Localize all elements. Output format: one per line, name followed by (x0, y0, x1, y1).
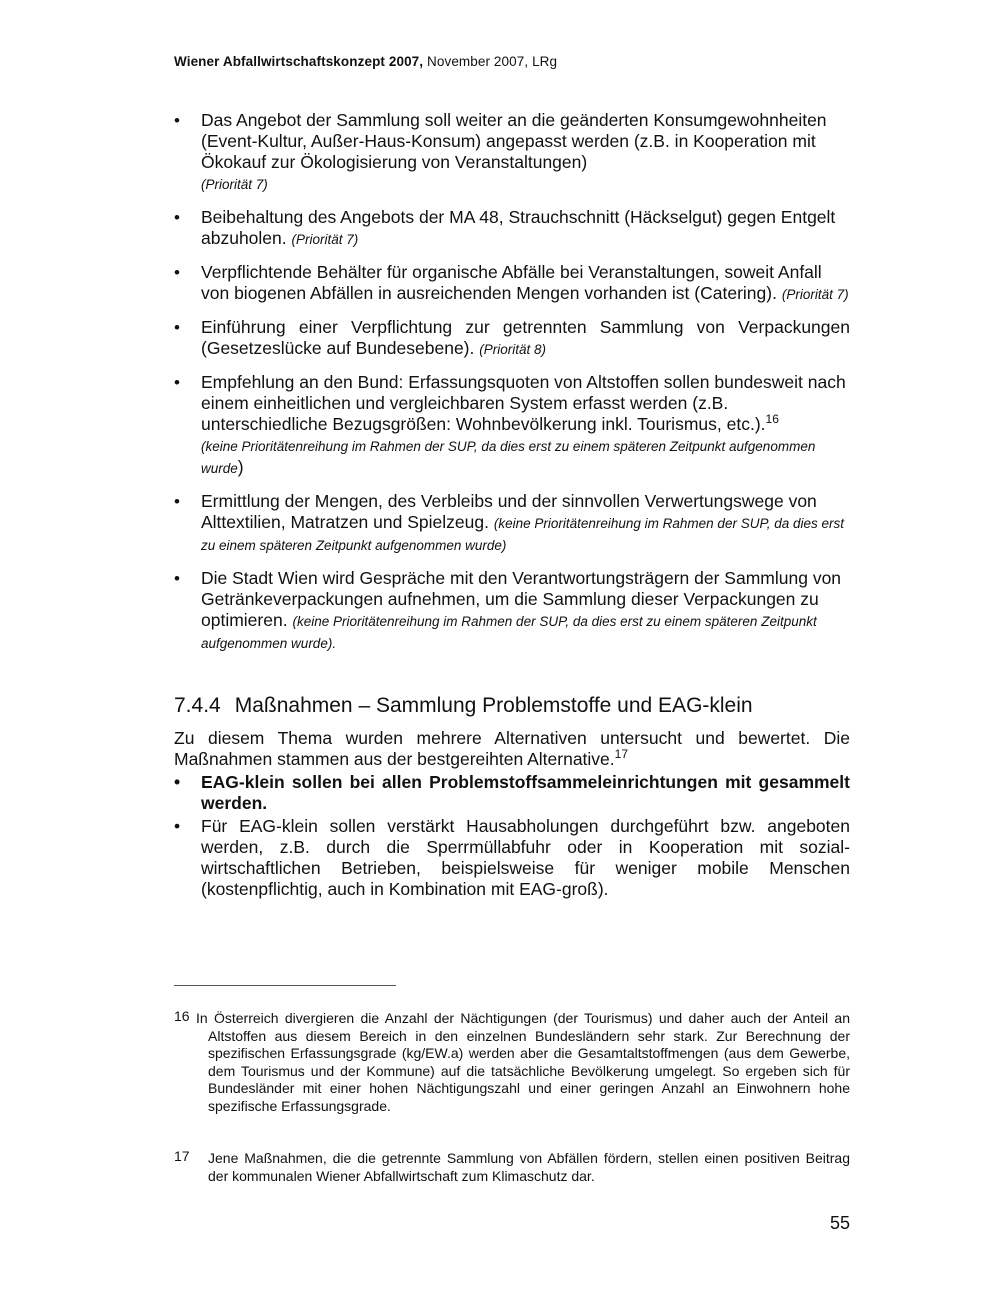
header-title: Wiener Abfallwirtschaftskonzept 2007, (174, 54, 424, 69)
footnote-divider (174, 985, 396, 986)
footnote-ref-16[interactable]: 16 (765, 412, 779, 426)
list-item (174, 110, 850, 195)
list-item: • EAG-klein sollen bei allen Problemstoffsammeleinrichtungen mit gesammelt werden. (174, 772, 850, 814)
list-item (174, 372, 850, 479)
header-date: November 2007, LRg (423, 54, 558, 69)
section-number: 7.4.4 (174, 694, 221, 717)
list-item (174, 491, 850, 556)
list-item (174, 317, 850, 360)
footnote-text: Jene Maßnahmen, die die getrennte Sammlung von Abfällen fördern, stellen einen positiven Beitrag der kommunalen Wiener Abfallwirtschaft zum Klimaschutz dar. (208, 1150, 850, 1184)
footnote-number: 16 (174, 1008, 190, 1024)
section-intro (174, 728, 850, 770)
page-number: 55 (829, 1213, 850, 1233)
list-item-text: Das Angebot der Sammlung soll weiter an die geänderten Konsumgewohnheiten (Event-Kultur, Außer-Haus-Konsum) angepasst werden (z.B. in Kooperation mit Ökokauf zur Ökologisierung von Veranstaltungen) (201, 110, 827, 172)
page-header (174, 54, 557, 69)
section-heading (174, 692, 850, 720)
list-item (174, 568, 850, 654)
list-item-text: Empfehlung an den Bund: Erfassungsquoten von Altstoffen sollen bundesweit nach einem einheitlichen und vergleichbaren System erfasst werden (z.B. unterschiedliche Bezugsgrößen: Wohnbevölkerung inkl. Tourismus, etc.). (201, 372, 846, 434)
list-item-text: Ermittlung der Mengen, des Verbleibs und der sinnvollen Verwertungswege von Alttextilien, Matratzen und Spielzeug. (201, 491, 817, 532)
footnote-number: 17 (174, 1148, 190, 1164)
footnote-ref-17[interactable]: 17 (614, 747, 629, 761)
footnote-16 (174, 1010, 850, 1115)
priority-note: (keine Prioritätenreihung im Rahmen der SUP, da dies erst zu einem späteren Zeitpunkt aufgenommen wurde) (201, 516, 845, 553)
section-title: Maßnahmen – Sammlung Problemstoffe und EAG-klein (234, 694, 753, 717)
closing-paren: ) (237, 457, 244, 477)
measures-list (174, 110, 850, 666)
priority-note: (Priorität 8) (479, 342, 547, 357)
priority-note: (Priorität 7) (781, 287, 849, 302)
priority-note: (keine Prioritätenreihung im Rahmen der SUP, da dies erst zu einem späteren Zeitpunkt aufgenommen wurde (201, 439, 816, 476)
list-item: • Für EAG-klein sollen verstärkt Hausabholungen durchgeführt bzw. angeboten werden, z.B. durch die Sperrmüllabfuhr oder in Kooperation mit sozial-wirtschaftlichen Betrieben, beispielsweise für weniger mobile Menschen (kostenpflichtig, auch in Kombination mit EAG-groß). (174, 816, 850, 900)
list-item (174, 262, 850, 305)
list-item-text: Einführung einer Verpflichtung zur getrennten Sammlung von Verpackungen (Gesetzeslücke auf Bundesebene). (201, 317, 850, 358)
list-item-text: Verpflichtende Behälter für organische Abfälle bei Veranstaltungen, soweit Anfall von biogenen Abfällen in ausreichenden Mengen vorhanden ist (Catering). (201, 262, 822, 303)
footnote-text: In Österreich divergieren die Anzahl der Nächtigungen (der Tourismus) und daher auch der Anteil an Altstoffen aus diesem Bereich in den einzelnen Bundesländern sehr stark. Zur Berechnung der spezifischen Erfassungsgrade (kg/EW.a) werden aber die Gesamtaltstoffmengen (aus dem Gewerbe, dem Tourismus und der Kommune) auf die tatsächliche Bevölkerung umgelegt. So ergeben sich für Bundesländer mit einer hohen Nächtigungszahl und einer geringen Anzahl an Einwohnern hohe spezifische Erfassungsgrade. (196, 1010, 850, 1114)
priority-note: (keine Prioritätenreihung im Rahmen der SUP, da dies erst zu einem späteren Zeitpunkt aufgenommen wurde). (201, 614, 817, 651)
priority-note: (Priorität 7) (291, 232, 359, 247)
section-7-4-4 (174, 692, 850, 900)
list-item (174, 207, 850, 250)
footnote-17 (174, 1150, 850, 1185)
section-list (174, 772, 850, 900)
list-item-text: Die Stadt Wien wird Gespräche mit den Verantwortungsträgern der Sammlung von Getränkeverpackungen aufnehmen, um die Sammlung dieser Verpackungen zu optimieren. (201, 568, 842, 630)
list-item-text: Beibehaltung des Angebots der MA 48, Strauchschnitt (Häckselgut) gegen Entgelt abzuholen. (201, 207, 836, 248)
intro-text: Zu diesem Thema wurden mehrere Alternativen untersucht und bewertet. Die Maßnahmen stammen aus der bestgereihten Alternative. (174, 728, 850, 769)
priority-note: (Priorität 7) (201, 177, 268, 192)
